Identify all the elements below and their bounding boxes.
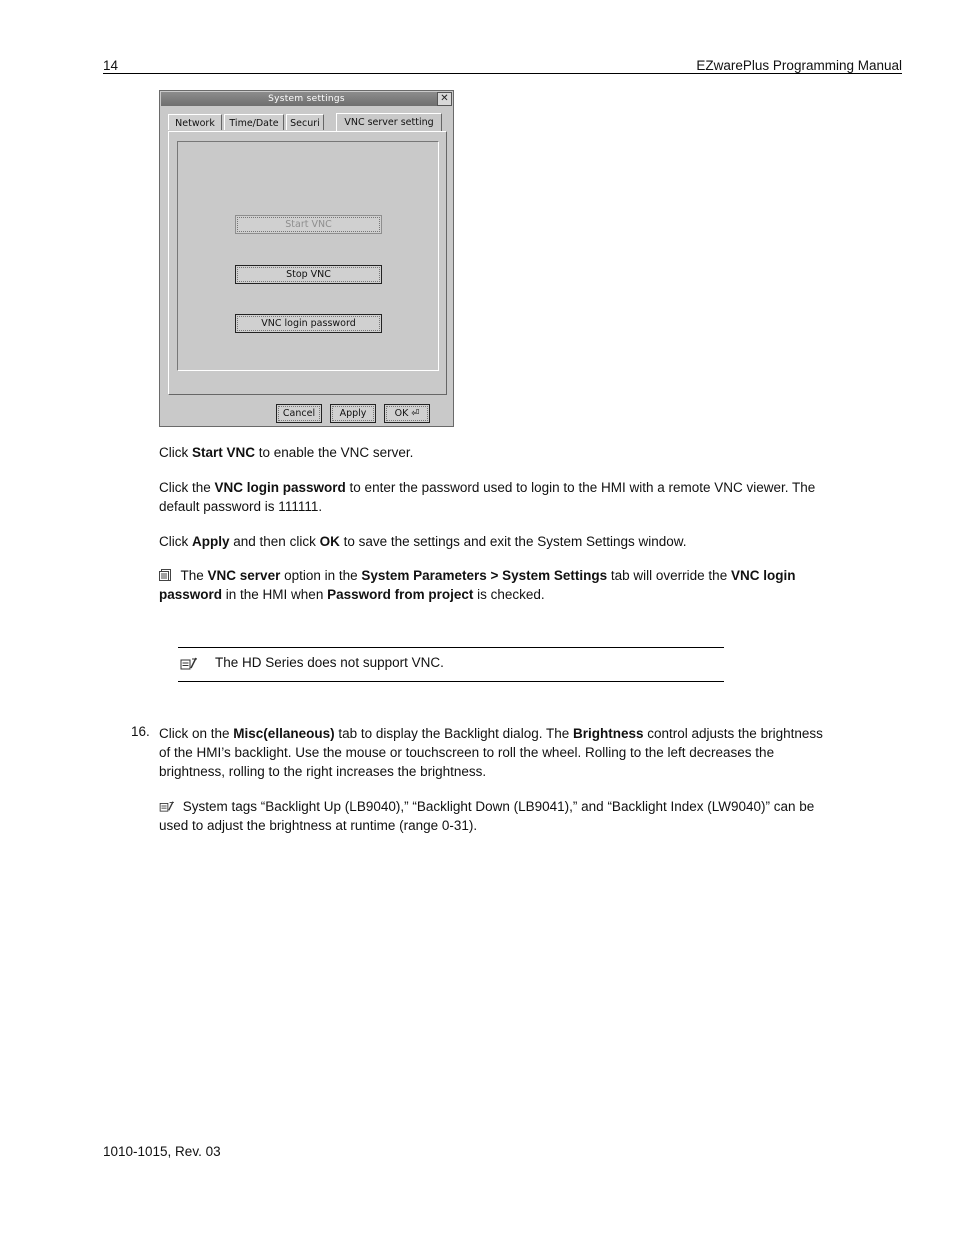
- paragraph-item-16: [159, 724, 854, 781]
- text: and then click: [229, 534, 320, 549]
- list-number: 16.: [131, 724, 150, 739]
- paragraph-start-vnc: [159, 443, 854, 462]
- text: Click: [159, 534, 192, 549]
- tab-bar: [168, 114, 450, 131]
- dialog-title: System settings: [161, 92, 452, 106]
- line: [159, 724, 854, 743]
- close-icon[interactable]: ✕: [437, 92, 452, 106]
- header-rule: [103, 73, 902, 74]
- bold-text: VNC login password: [214, 480, 346, 495]
- text: The: [177, 568, 208, 583]
- text: Click the: [159, 480, 215, 495]
- note-pencil-icon: [180, 656, 198, 670]
- document-note-icon: [159, 569, 173, 581]
- bold-text: Apply: [192, 534, 230, 549]
- text: to enable the VNC server.: [255, 445, 414, 460]
- paragraph-system-tags: [159, 797, 854, 835]
- doc-number: 1010-1015, Rev. 03: [103, 1144, 221, 1159]
- ok-button[interactable]: OK ⏎: [384, 404, 430, 423]
- text: tab will override the: [607, 568, 731, 583]
- bold-text: Brightness: [572, 726, 644, 741]
- line: [159, 585, 854, 604]
- text: option in the: [280, 568, 362, 583]
- note-box-bottom-rule: [178, 681, 724, 682]
- text: System tags “Backlight Up (LB9040),” “Backlight Down (LB9041),” and “Backlight Index (LW9040)” can be: [179, 799, 815, 814]
- text: to enter the password used to login to the HMI with a remote VNC viewer. The: [345, 480, 816, 495]
- paragraph-vnc-password: [159, 478, 854, 516]
- paragraph-note-override: [159, 566, 854, 604]
- start-vnc-button[interactable]: Start VNC: [235, 215, 382, 234]
- system-settings-dialog: [159, 90, 454, 427]
- note-pencil-icon: [159, 800, 175, 812]
- line: [159, 566, 854, 585]
- bold-text: Misc(ellaneous): [233, 726, 335, 741]
- vnc-login-password-button[interactable]: VNC login password: [235, 314, 382, 333]
- line: brightness, rolling to the right increases the brightness.: [159, 764, 487, 779]
- vnc-panel: [177, 141, 439, 371]
- cancel-button[interactable]: Cancel: [276, 404, 322, 423]
- bold-text: OK: [319, 534, 340, 549]
- stop-vnc-button[interactable]: Stop VNC: [235, 265, 382, 284]
- bold-text: Password from project: [327, 587, 474, 602]
- bold-text: VNC server: [207, 568, 281, 583]
- line: default password is 111111.: [159, 499, 323, 514]
- note-box-text: The HD Series does not support VNC.: [215, 655, 444, 670]
- tab-network[interactable]: Network: [168, 114, 222, 130]
- text: is checked.: [473, 587, 545, 602]
- text: to save the settings and exit the System Settings window.: [339, 534, 687, 549]
- text: in the HMI when: [222, 587, 328, 602]
- note-box-top-rule: [178, 647, 724, 648]
- line: used to adjust the brightness at runtime (range 0-31).: [159, 818, 478, 833]
- text: tab to display the Backlight dialog. The: [334, 726, 573, 741]
- tab-security[interactable]: Securi: [286, 114, 324, 130]
- line: of the HMI’s backlight. Use the mouse or touchscreen to roll the wheel. Rolling to the left decreases the: [159, 745, 775, 760]
- text: Click on the: [159, 726, 234, 741]
- tab-time-date[interactable]: Time/Date: [224, 114, 284, 130]
- page-number: 14: [103, 58, 119, 73]
- line: [159, 797, 854, 816]
- bold-text: password: [159, 587, 223, 602]
- text: Click: [159, 445, 192, 460]
- apply-button[interactable]: Apply: [330, 404, 376, 423]
- tab-vnc-server-setting[interactable]: VNC server setting: [336, 113, 442, 131]
- paragraph-apply-ok: [159, 532, 854, 551]
- bold-text: VNC login: [730, 568, 796, 583]
- tab-panel: [168, 131, 447, 395]
- text: control adjusts the brightness: [643, 726, 823, 741]
- bold-text: System Parameters > System Settings: [361, 568, 608, 583]
- manual-title: EZwarePlus Programming Manual: [696, 58, 902, 73]
- line: [159, 478, 854, 497]
- bold-text: Start VNC: [192, 445, 256, 460]
